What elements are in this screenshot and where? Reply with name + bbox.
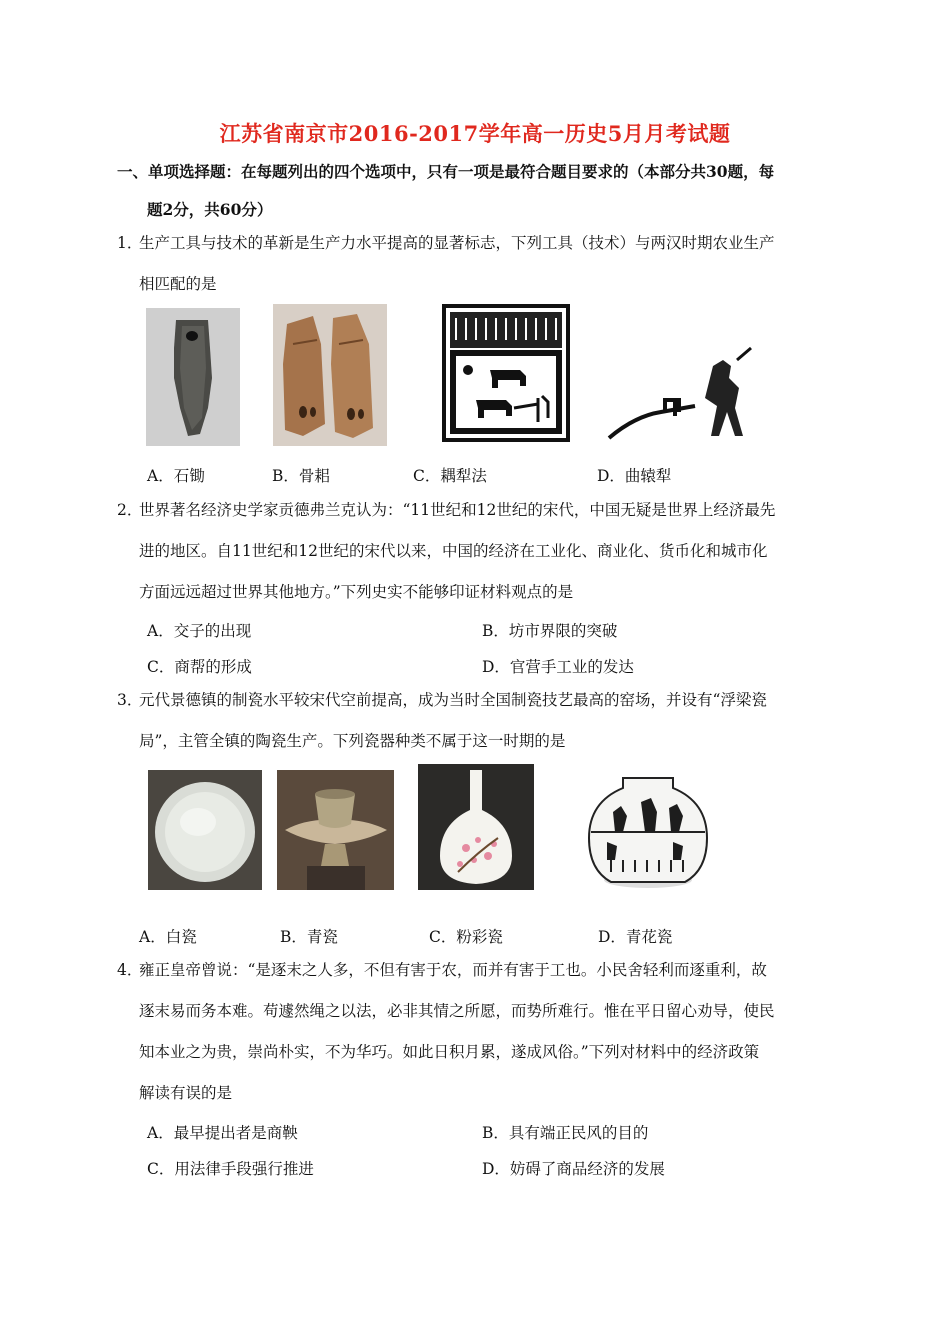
celadon-porcelain-image: [277, 770, 394, 890]
option-c[interactable]: C．用法律手段强行推进: [147, 1160, 314, 1178]
option-c[interactable]: C．耦犁法: [413, 467, 487, 485]
question-text-line: 相匹配的是: [139, 275, 217, 293]
option-c[interactable]: C．商帮的形成: [147, 658, 252, 676]
section-heading-line1: 一、单项选择题：在每题列出的四个选项中，只有一项是最符合题目要求的（本部分共30题，每: [117, 162, 775, 181]
option-d[interactable]: D．妨碍了商品经济的发展: [482, 1160, 665, 1178]
question-2: [117, 490, 847, 613]
stone-hoe-image: [146, 308, 240, 446]
option-d[interactable]: D．官营手工业的发达: [482, 658, 634, 676]
question-text-line: 知本业之为贵，崇尚朴实，不为华巧。如此日积月累，遂成风俗。”下列对材料中的经济政策: [139, 1043, 760, 1061]
question-number: 4．: [117, 961, 143, 979]
question-text-line: 元代景德镇的制瓷水平较宋代空前提高，成为当时全国制瓷技艺最高的窑场，并设有“浮梁瓷: [139, 691, 767, 709]
option-a[interactable]: A．交子的出现: [147, 622, 252, 640]
option-a[interactable]: A．白瓷: [139, 928, 197, 946]
question-3: [117, 680, 847, 762]
ox-plough-relief-image: [442, 304, 570, 442]
option-b[interactable]: B．具有端正民风的目的: [482, 1124, 649, 1142]
question-text-line: 生产工具与技术的革新是生产力水平提高的显著标志，下列工具（技术）与两汉时期农业生产: [139, 234, 775, 252]
question-text-line: 逐末易而务本难。苟遽然绳之以法，必非其情之所愿，而势所难行。惟在平日留心劝导，使民: [139, 1002, 775, 1020]
bone-si-image: [273, 304, 387, 446]
option-a[interactable]: A．石锄: [147, 467, 205, 485]
question-1: [117, 223, 847, 305]
option-c[interactable]: C．粉彩瓷: [429, 928, 503, 946]
white-porcelain-image: [148, 770, 262, 890]
option-a[interactable]: A．最早提出者是商鞅: [147, 1124, 298, 1142]
curved-shaft-plough-image: [605, 346, 755, 444]
question-text-line: 局”，主管全镇的陶瓷生产。下列瓷器种类不属于这一时期的是: [139, 732, 566, 750]
document-title: 江苏省南京市2016-2017学年高一历史5月月考试题: [219, 121, 731, 146]
question-text-line: 方面远远超过世界其他地方。”下列史实不能够印证材料观点的是: [139, 583, 574, 601]
option-d[interactable]: D．青花瓷: [598, 928, 673, 946]
question-4: [117, 950, 847, 1114]
question-number: 2．: [117, 501, 143, 519]
question-text-line: 进的地区。自11世纪和12世纪的宋代以来，中国的经济在工业化、商业化、货币化和城市化: [139, 542, 768, 560]
option-b[interactable]: B．骨耜: [272, 467, 330, 485]
blue-white-jar-image: [583, 772, 713, 892]
section-heading: [117, 153, 847, 229]
option-b[interactable]: B．青瓷: [280, 928, 338, 946]
question-text-line: 解读有误的是: [139, 1084, 233, 1102]
question-text-line: 雍正皇帝曾说：“是逐末之人多，不但有害于农，而并有害于工也。小民舍轻利而逐重利，故: [139, 961, 767, 979]
question-number: 3．: [117, 691, 143, 709]
question-number: 1．: [117, 234, 143, 252]
section-heading-line2: 题2分，共60分）: [147, 200, 273, 219]
option-d[interactable]: D．曲辕犁: [597, 467, 672, 485]
famille-rose-vase-image: [418, 764, 534, 890]
question-text-line: 世界著名经济史学家贡德弗兰克认为：“11世纪和12世纪的宋代，中国无疑是世界上经济最先: [139, 501, 776, 519]
option-b[interactable]: B．坊市界限的突破: [482, 622, 618, 640]
